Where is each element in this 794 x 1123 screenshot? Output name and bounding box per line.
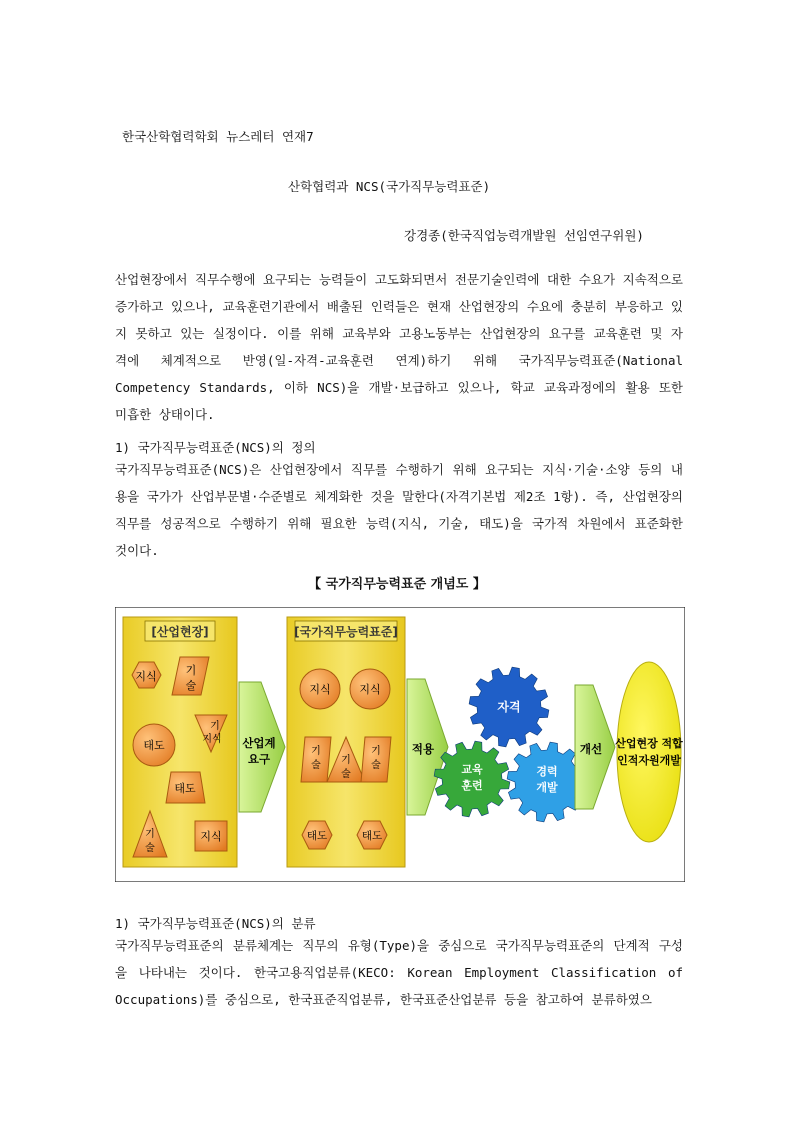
author-line: 강경종(한국직업능력개발원 선임연구위원): [404, 228, 644, 243]
knowledge-label: 지식: [135, 670, 157, 683]
section2-heading: 1) 국가직무능력표준(NCS)의 분류: [115, 916, 316, 931]
arrow1-label-1: 산업계: [242, 736, 276, 750]
skill-label-2: 술: [185, 679, 197, 692]
ncs-concept-diagram: [115, 607, 685, 882]
ncs-attitude-1: 태도: [306, 830, 328, 842]
newsletter-label: 한국산학협력학회 뉴스레터 연재7: [122, 129, 314, 144]
ncs-skill3-a: 기: [371, 746, 381, 757]
section2-body: 국가직무능력표준의 분류체계는 직무의 유형(Type)을 중심으로 국가직무능력표준의 단계적 구성을 나타내는 것이다. 한국고용직업분류(KECO: Korean Employment Classification of Occupations)를 중심으로, 한국표준직업분류, 한국표준산업분류 등을 참고하여 분류하였으: [115, 938, 683, 1007]
arrow3-label: 개선: [579, 742, 603, 756]
skill-tri-label-1: 기: [210, 721, 220, 732]
gear-edu-label-2: 훈련: [461, 779, 483, 792]
attitude-label: 태도: [143, 739, 165, 752]
gear-career-label-1: 경력: [536, 765, 558, 778]
intro-paragraph: 산업현장에서 직무수행에 요구되는 능력들이 고도화되면서 전문기술인력에 대한 수요가 지속적으로 증가하고 있으나, 교육훈련기관에서 배출된 인력들은 현재 산업현장의 수요에 충분히 부응하고 있지 못하고 있는 실정이다. 이를 위해 교육부와 고용노동부는 산업현장의 요구를 교육훈련 및 자격에 체계적으로 반영(일-자격-교육훈련 연계)하기 위해 국가직무능력표준(National Competency Standards, 이하 NCS)을 개발·보급하고 있으나, 학교 교육과정에의 활용 또한 미흡한 상태이다.: [115, 272, 683, 422]
ncs-box-title: [국가직무능력표준]: [294, 625, 398, 639]
ncs-knowledge-2: 지식: [359, 683, 381, 696]
section1-body: 국가직무능력표준(NCS)은 산업현장에서 직무를 수행하기 위해 요구되는 지식·기술·소양 등의 내용을 국가가 산업부문별·수준별로 체계화한 것을 말한다(자격기본법 제2조 1항). 즉, 산업현장의 직무를 성공적으로 수행하기 위해 필요한 능력(지식, 기술, 태도)을 국가적 차원에서 표준화한 것이다.: [115, 462, 683, 558]
ncs-skill1-b: 술: [311, 760, 321, 771]
section1-heading: 1) 국가직무능력표준(NCS)의 정의: [115, 440, 316, 455]
knowledge-label-2: 지식: [200, 830, 222, 843]
skill-tri2-label-2: 술: [145, 843, 155, 854]
result-ellipse: [617, 662, 681, 842]
figure-caption: 【 국가직무능력표준 개념도 】: [308, 577, 486, 592]
ncs-skill2-a: 기: [341, 755, 351, 766]
skill-tri-label-2: 지식: [202, 734, 222, 745]
gear-edu-label-1: 교육: [461, 763, 483, 776]
article-title: 산학협력과 NCS(국가직무능력표준): [288, 179, 491, 194]
arrow1-label-2: 요구: [247, 752, 271, 766]
gear-career-label-2: 개발: [536, 781, 558, 794]
ncs-knowledge-1: 지식: [309, 683, 331, 696]
attitude-label-2: 태도: [174, 782, 196, 795]
result-label-2: 인적자원개발: [617, 754, 681, 767]
result-label-1: 산업현장 적합: [615, 737, 683, 750]
skill-label-1: 기: [185, 664, 197, 677]
industry-box-title: [산업현장]: [151, 625, 209, 639]
skill-tri2-label-1: 기: [145, 829, 155, 840]
ncs-skill2-b: 술: [341, 769, 351, 780]
ncs-skill3-b: 술: [371, 760, 381, 771]
arrow2-label: 적용: [411, 742, 435, 756]
ncs-attitude-2: 태도: [361, 830, 383, 842]
gear-cert-label: 자격: [497, 700, 521, 714]
ncs-skill1-a: 기: [311, 746, 321, 757]
